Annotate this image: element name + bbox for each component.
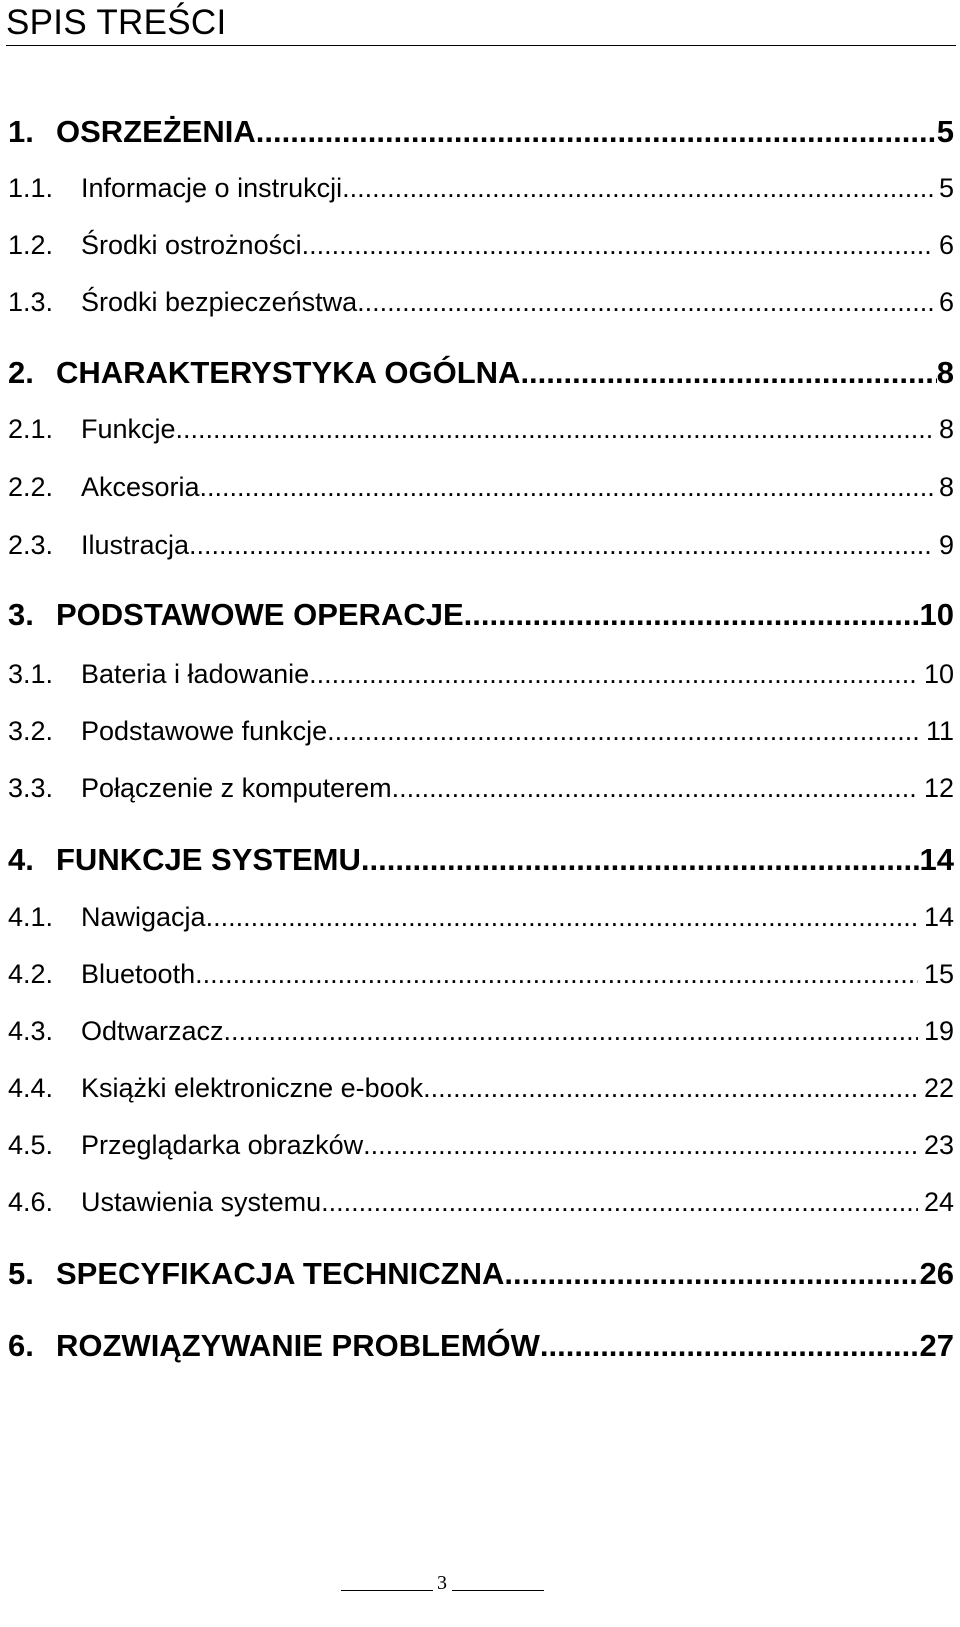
toc-section-entry[interactable] [8, 1254, 954, 1294]
toc-dot-leader [392, 770, 918, 806]
toc-entry-number: 2.2. [8, 472, 54, 502]
toc-dot-leader [200, 469, 933, 505]
toc-entry-page: 22 [923, 1073, 954, 1103]
toc-entry-page: 5 [936, 114, 954, 149]
toc-subsection-entry[interactable] [8, 1127, 954, 1163]
toc-dot-leader [327, 713, 920, 749]
toc-entry-label: Informacje o instrukcji [81, 173, 343, 203]
toc-entry-number: 4.1. [8, 902, 54, 932]
title-divider [6, 45, 956, 46]
toc-dot-leader [357, 284, 933, 320]
toc-dot-leader [423, 1070, 918, 1106]
toc-entry-page: 6 [938, 287, 954, 317]
toc-entry-page: 24 [923, 1187, 954, 1217]
toc-entry-number: 3.1. [8, 659, 54, 689]
toc-entry-number: 4.6. [8, 1187, 54, 1217]
toc-entry-number: 4. [8, 842, 34, 877]
toc-subsection-entry[interactable] [8, 411, 954, 447]
toc-entry-label: Bateria i ładowanie [81, 659, 310, 689]
toc-dot-leader [342, 170, 933, 206]
toc-entry-label: Połączenie z komputerem [81, 773, 392, 803]
toc-entry-page: 12 [923, 773, 954, 803]
toc-dot-leader [504, 1254, 919, 1294]
toc-entry-label: Odtwarzacz [81, 1016, 224, 1046]
toc-dot-leader [363, 1127, 918, 1163]
toc-dot-leader [464, 595, 920, 635]
toc-dot-leader [195, 956, 918, 992]
toc-section-entry[interactable] [8, 112, 954, 152]
toc-entry-label: Książki elektroniczne e-book [81, 1073, 424, 1103]
toc-entry-label: Ilustracja [81, 530, 190, 560]
toc-entry-number: 1.1. [8, 173, 54, 203]
footer-divider-left [341, 1590, 433, 1591]
toc-entry-number: 3. [8, 597, 34, 632]
toc-entry-label: CHARAKTERYSTYKA OGÓLNA [56, 355, 521, 390]
toc-dot-leader [206, 899, 918, 935]
toc-entry-number: 1. [8, 114, 34, 149]
toc-entry-number: 3.2. [8, 716, 54, 746]
toc-dot-leader [321, 1184, 918, 1220]
toc-entry-page: 10 [919, 597, 954, 632]
toc-entry-page: 8 [936, 355, 954, 390]
toc-entry-label: Ustawienia systemu [81, 1187, 322, 1217]
toc-entry-label: OSRZEŻENIA [56, 114, 256, 149]
toc-dot-leader [540, 1326, 920, 1366]
toc-entry-page: 8 [938, 472, 954, 502]
toc-subsection-entry[interactable] [8, 469, 954, 505]
toc-entry-page: 6 [938, 230, 954, 260]
toc-entry-label: SPECYFIKACJA TECHNICZNA [56, 1256, 505, 1291]
toc-entry-page: 9 [938, 530, 954, 560]
toc-entry-number: 2.1. [8, 414, 54, 444]
toc-subsection-entry[interactable] [8, 656, 954, 692]
toc-entry-page: 11 [925, 716, 954, 746]
toc-entry-number: 2.3. [8, 530, 54, 560]
toc-dot-leader [189, 527, 933, 563]
toc-entry-label: Akcesoria [81, 472, 200, 502]
toc-dot-leader [176, 411, 933, 447]
toc-entry-page: 15 [923, 959, 954, 989]
page-title: SPIS TREŚCI [6, 3, 227, 42]
toc-entry-page: 27 [919, 1328, 954, 1363]
page-number: 3 [437, 1572, 447, 1594]
toc-subsection-entry[interactable] [8, 1070, 954, 1106]
toc-entry-number: 4.4. [8, 1073, 54, 1103]
toc-entry-label: Podstawowe funkcje [81, 716, 328, 746]
toc-entry-number: 1.2. [8, 230, 54, 260]
toc-entry-label: Przeglądarka obrazków [81, 1130, 364, 1160]
toc-entry-page: 14 [919, 842, 954, 877]
toc-entry-number: 6. [8, 1328, 34, 1363]
toc-entry-page: 26 [919, 1256, 954, 1291]
toc-entry-page: 5 [938, 173, 954, 203]
toc-entry-page: 8 [938, 414, 954, 444]
toc-dot-leader [302, 227, 933, 263]
toc-dot-leader [256, 112, 937, 152]
toc-entry-page: 10 [923, 659, 954, 689]
toc-subsection-entry[interactable] [8, 713, 954, 749]
toc-subsection-entry[interactable] [8, 899, 954, 935]
toc-entry-page: 19 [923, 1016, 954, 1046]
toc-section-entry[interactable] [8, 1326, 954, 1366]
toc-entry-number: 5. [8, 1256, 34, 1291]
toc-subsection-entry[interactable] [8, 1013, 954, 1049]
toc-subsection-entry[interactable] [8, 527, 954, 563]
toc-entry-label: ROZWIĄZYWANIE PROBLEMÓW [56, 1328, 540, 1363]
toc-entry-label: PODSTAWOWE OPERACJE [56, 597, 464, 632]
toc-dot-leader [224, 1013, 918, 1049]
toc-entry-number: 4.2. [8, 959, 54, 989]
toc-subsection-entry[interactable] [8, 1184, 954, 1220]
toc-entry-page: 23 [923, 1130, 954, 1160]
toc-dot-leader [520, 353, 936, 393]
toc-subsection-entry[interactable] [8, 227, 954, 263]
toc-subsection-entry[interactable] [8, 170, 954, 206]
toc-dot-leader [309, 656, 918, 692]
toc-section-entry[interactable] [8, 353, 954, 393]
toc-section-entry[interactable] [8, 840, 954, 880]
toc-entry-label: Funkcje [81, 414, 176, 444]
toc-entry-label: Środki bezpieczeństwa [81, 287, 358, 317]
toc-subsection-entry[interactable] [8, 956, 954, 992]
toc-dot-leader [361, 840, 920, 880]
toc-entry-label: Nawigacja [81, 902, 206, 932]
toc-section-entry[interactable] [8, 595, 954, 635]
footer-divider-right [452, 1590, 544, 1591]
toc-entry-label: Bluetooth [81, 959, 196, 989]
toc-subsection-entry[interactable] [8, 770, 954, 806]
toc-entry-page: 14 [923, 902, 954, 932]
toc-entry-label: Środki ostrożności [81, 230, 302, 260]
toc-entry-number: 4.5. [8, 1130, 54, 1160]
toc-entry-number: 3.3. [8, 773, 54, 803]
toc-subsection-entry[interactable] [8, 284, 954, 320]
toc-entry-number: 1.3. [8, 287, 54, 317]
toc-entry-number: 4.3. [8, 1016, 54, 1046]
toc-entry-number: 2. [8, 355, 34, 390]
toc-entry-label: FUNKCJE SYSTEMU [56, 842, 361, 877]
